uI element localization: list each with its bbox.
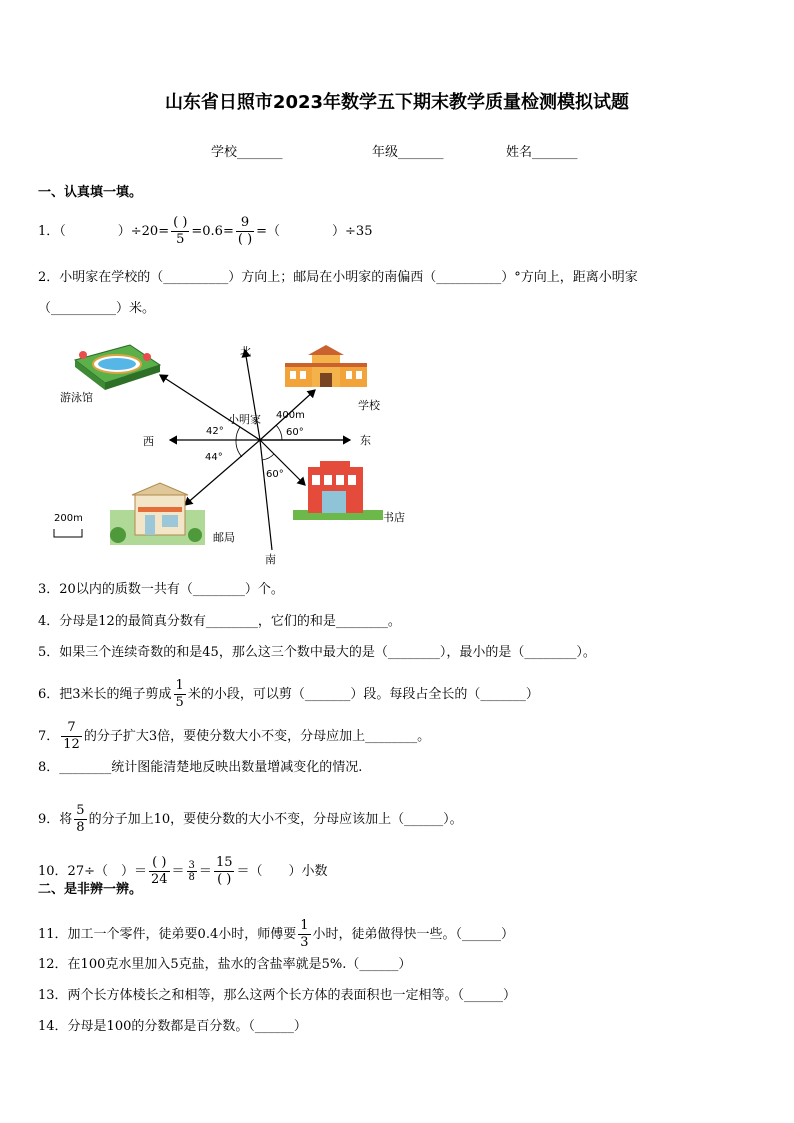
- bookstore-icon: [293, 461, 383, 520]
- distance-label: 400m: [276, 410, 305, 421]
- angle-60-lower: 60°: [266, 469, 284, 480]
- west-label: 西: [143, 435, 154, 448]
- east-label: 东: [360, 434, 371, 447]
- school-label: 学校: [358, 399, 380, 412]
- question-9: 9．将 $\frac{5}{8}$ 的分子加上10，要使分数的大小不变，分母应该加上（______）。: [38, 803, 463, 835]
- angle-60-upper: 60°: [286, 427, 304, 438]
- section-heading-1: 一、认真填一填。: [38, 185, 143, 200]
- fraction: $\frac{5}{8}$: [76, 803, 85, 835]
- store-label: 书店: [383, 511, 405, 524]
- scale-bar: [54, 529, 82, 537]
- fraction: $\frac{1}{5}$: [175, 678, 184, 710]
- question-12: 12．在100克水里加入5克盐，盐水的含盐率就是5%.（______）: [38, 957, 412, 972]
- angle-44: 44°: [205, 452, 223, 463]
- question-3: 3．20以内的质数一共有（________）个。: [38, 582, 284, 597]
- post-label: 邮局: [213, 531, 235, 544]
- angle-42: 42°: [206, 426, 224, 437]
- section-heading-2: 二、是非辨一辨。: [38, 882, 143, 897]
- fraction: $\frac{3}{8}$: [188, 860, 195, 883]
- question-13: 13．两个长方体棱长之和相等，那么这两个长方体的表面积也一定相等。（______）: [38, 988, 517, 1003]
- question-14: 14．分母是100的分数都是百分数。（______）: [38, 1019, 307, 1034]
- school-field[interactable]: 学校_______: [211, 145, 283, 160]
- question-2-line-2: （__________）米。: [38, 301, 156, 316]
- fraction: $\frac{( )}{24}$: [150, 855, 168, 887]
- grade-field[interactable]: 年级_______: [372, 145, 444, 160]
- south-label: 南: [265, 553, 276, 566]
- pool-icon: [75, 345, 160, 390]
- question-7: 7． $\frac{7}{12}$ 的分子扩大3倍，要使分数大小不变，分母应加上________。: [38, 720, 431, 752]
- post-office-icon: [110, 483, 205, 545]
- name-field[interactable]: 姓名_______: [506, 145, 578, 160]
- fraction: $\frac{15}{( )}$: [215, 855, 233, 887]
- fraction: $\frac{( )}{5}$: [173, 215, 188, 247]
- fraction: $\frac{1}{3}$: [300, 918, 309, 950]
- school-icon: [285, 345, 367, 387]
- line-to-post: [185, 440, 260, 505]
- question-1: 1．（ ）÷20= $\frac{( )}{5}$ =0.6= $\frac{9}{( )}$ =（ ）÷35: [38, 215, 373, 247]
- north-south-axis: [245, 350, 260, 440]
- scale-label: 200m: [54, 513, 83, 524]
- question-4: 4．分母是12的最简真分数有________，它们的和是________。: [38, 614, 401, 629]
- question-5: 5．如果三个连续奇数的和是45，那么这三个数中最大的是（________），最小的是（________）。: [38, 645, 596, 660]
- question-2-line-1: 2．小明家在学校的（__________）方向上；邮局在小明家的南偏西（__________）°方向上，距离小明家: [38, 270, 638, 285]
- question-10: 10．27÷（ ）＝ $\frac{( )}{24}$ ＝ $\frac{3}{8}$ ＝ $\frac{15}{( )}$ ＝（ ）小数: [38, 855, 328, 887]
- home-label: 小明家: [228, 413, 261, 426]
- page-title: 山东省日照市2023年数学五下期末教学质量检测模拟试题: [164, 92, 630, 113]
- north-label: 北: [240, 345, 251, 358]
- direction-map: [50, 335, 410, 575]
- question-8: 8．________统计图能清楚地反映出数量增减变化的情况.: [38, 760, 363, 775]
- fraction: $\frac{7}{12}$: [63, 720, 80, 752]
- question-6: 6．把3米长的绳子剪成 $\frac{1}{5}$ 米的小段，可以剪（_______）段。每段占全长的（_______）: [38, 678, 539, 710]
- pool-label: 游泳馆: [60, 391, 93, 404]
- fraction: $\frac{9}{( )}$: [237, 215, 253, 247]
- question-11: 11．加工一个零件，徒弟要0.4小时，师傅要 $\frac{1}{3}$ 小时，徒弟做得快一些。（______）: [38, 918, 515, 950]
